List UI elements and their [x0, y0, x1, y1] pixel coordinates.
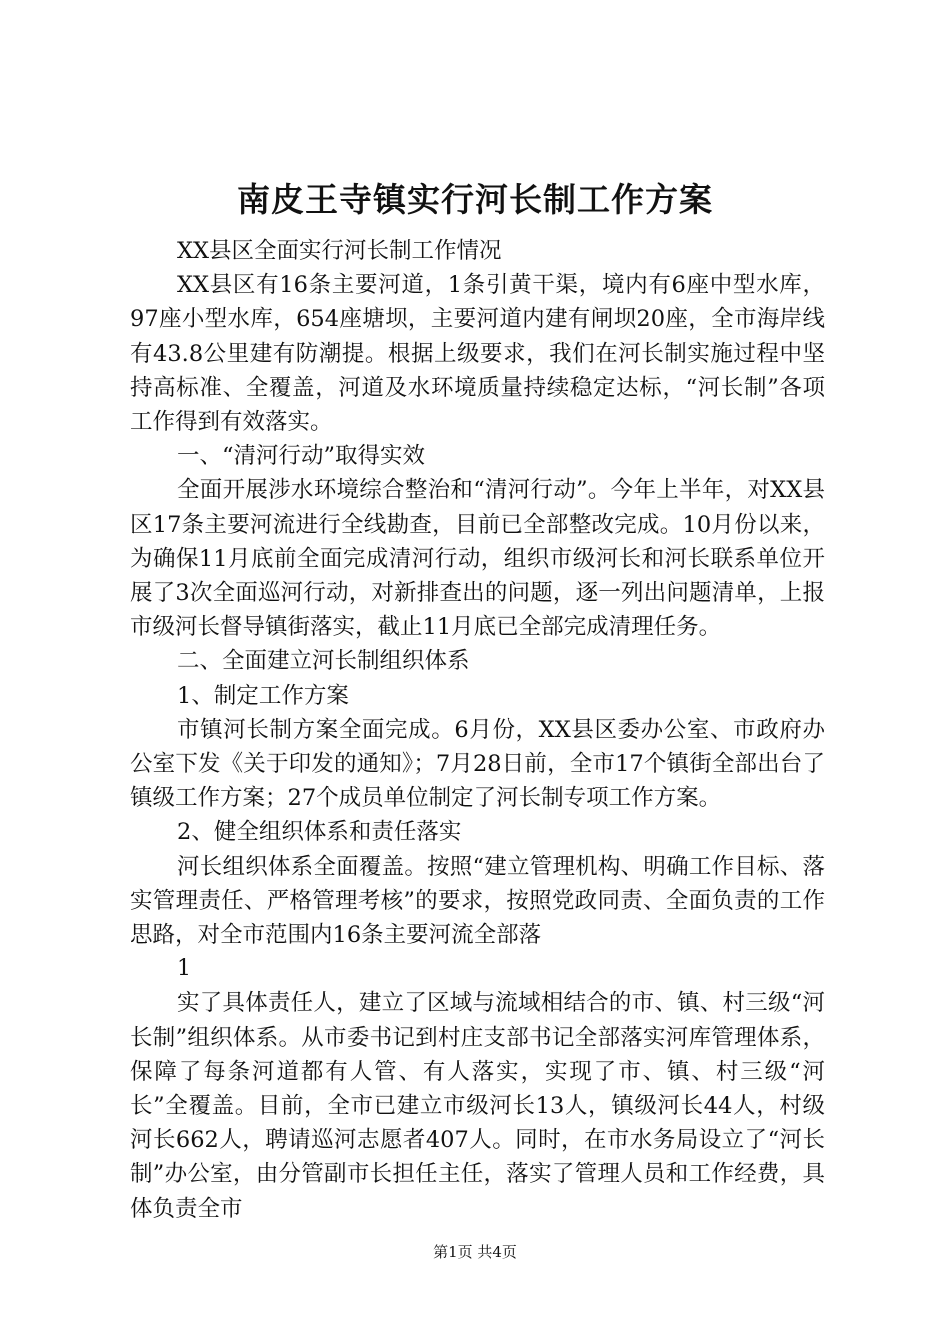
paragraph-heading: XX县区全面实行河长制工作情况 — [177, 238, 502, 264]
paragraph: XX县区有16条主要河道，1条引黄干渠，境内有6座中型水库，97座小型水库，654座塘坝，主要河道内建有闸坝20座，全市海岸线有43.8公里建有防潮提。根据上级要求，我们在河长制实施过程中坚持高标准、全覆盖，河道及水环境质量持续稳定达标，“河长制”各项工作得到有效落实。 — [130, 272, 825, 436]
paragraph: 全面开展涉水环境综合整治和“清河行动”。今年上半年，对XX县区17条主要河流进行全线勘查，目前已全部整改完成。10月份以来，为确保11月底前全面完成清河行动，组织市级河长和河长联系单位开展了3次全面巡河行动，对新排查出的问题，逐一列出问题清单，上报市级河长督导镇街落实，截止11月底已全部完成清理任务。 — [130, 477, 825, 641]
subsection-heading: 2、健全组织体系和责任落实 — [177, 819, 462, 846]
section-heading: 一、“清河行动”取得实效 — [177, 443, 426, 470]
paragraph: 市镇河长制方案全面完成。6月份，XX县区委办公室、市政府办公室下发《关于印发的通知》；7月28日前，全市17个镇街全部出台了镇级工作方案；27个成员单位制定了河长制专项工作方案。 — [130, 716, 825, 812]
page-footer: 第1页 共4页 — [433, 1243, 517, 1261]
subsection-heading: 1、制定工作方案 — [177, 682, 349, 709]
page-marker: 1 — [177, 956, 191, 982]
document-body — [130, 234, 825, 1226]
paragraph: 河长组织体系全面覆盖。按照“建立管理机构、明确工作目标、落实管理责任、严格管理考核”的要求，按照党政同责、全面负责的工作思路，对全市范围内16条主要河流全部落 — [130, 853, 825, 949]
section-heading: 二、全面建立河长制组织体系 — [177, 648, 470, 675]
document-title: 南皮王寺镇实行河长制工作方案 — [237, 180, 713, 219]
paragraph: 实了具体责任人，建立了区域与流域相结合的市、镇、村三级“河长制”组织体系。从市委书记到村庄支部书记全部落实河库管理体系，保障了每条河道都有人管、有人落实，实现了市、镇、村三级“河长”全覆盖。目前，全市已建立市级河长13人，镇级河长44人，村级河长662人，聘请巡河志愿者407人。同时，在市水务局设立了“河长制”办公室，由分管副市长担任主任，落实了管理人员和工作经费，具体负责全市 — [130, 990, 825, 1222]
